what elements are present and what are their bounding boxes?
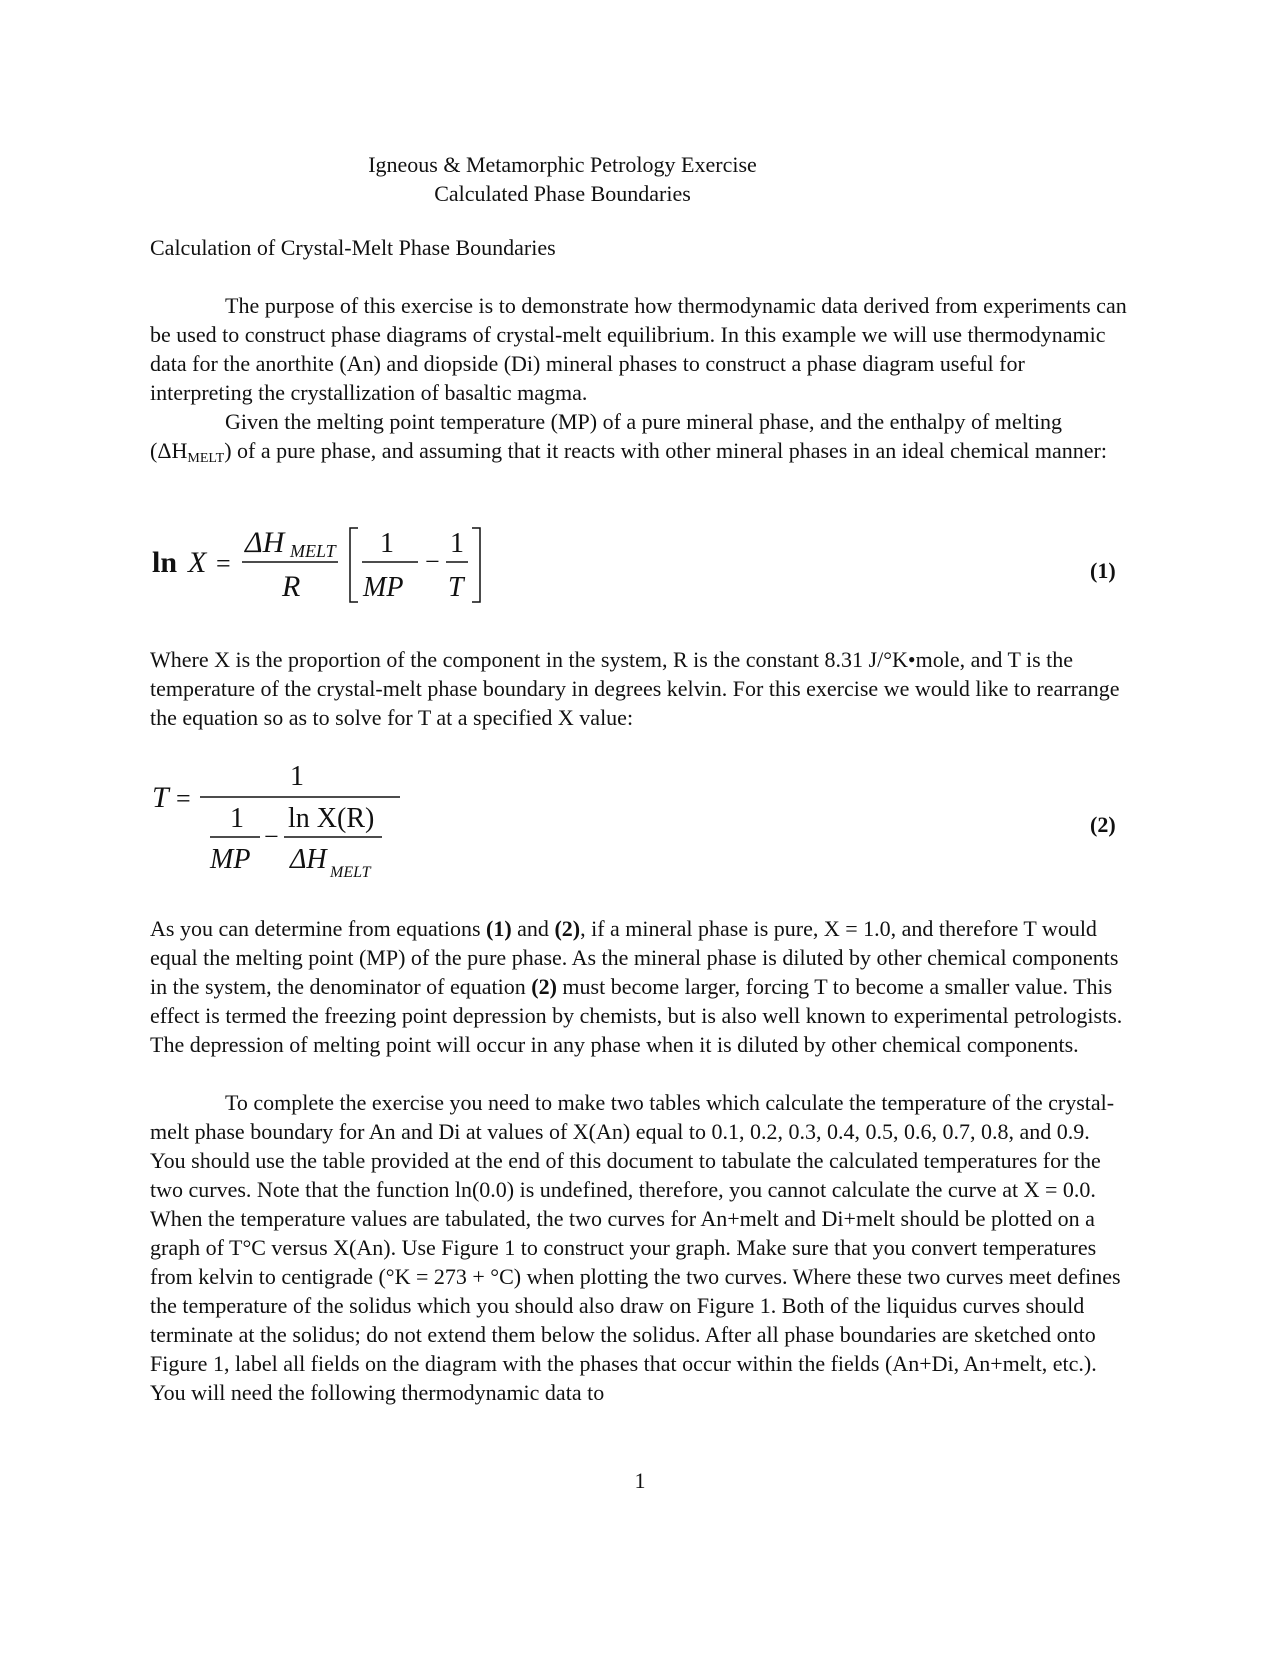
eq1-x: X xyxy=(188,546,207,579)
eq2-melt-subscript: MELT xyxy=(330,864,371,881)
eq2-delta-h: ΔH xyxy=(290,844,327,875)
eq1-t: T xyxy=(448,572,464,603)
equation-2-number: (2) xyxy=(1090,812,1116,837)
eq1-r: R xyxy=(282,570,301,603)
eq1-left-bracket xyxy=(350,528,358,602)
equation-1-number: (1) xyxy=(1090,558,1116,583)
eq-ref-2: (2) xyxy=(554,916,581,941)
paragraph-5: To complete the exercise you need to make two tables which calculate the temperature of the crystal-melt phase boundary for An and Di at values of X(An) equal to 0.1, 0.2, 0.3, 0.4, 0.5, 0.6, 0.7, 0.8, and 0.9. You should use the table provided at the end of this document to tabulate the calculated temperatures for the two curves. Note that the function ln(0.0) is undefined, therefore, you cannot calculate the curve at X = 0.0. When the temperature values are tabulated, the two curves for An+melt and Di+melt should be plotted on a graph of T°C versus X(An). Use Figure 1 to construct your graph. Make sure that you convert temperatures from kelvin to centigrade (°K = 273 + °C) when plotting the two curves. Where these two curves meet defines the temperature of the solidus which you should also draw on Figure 1. Both of the liquidus curves should terminate at the solidus; do not extend them below the solidus. After all phase boundaries are sketched onto Figure 1, label all fields on the diagram with the phases that occur within the fields (An+Di, An+melt, etc.). You will need the following thermodynamic data to xyxy=(150,1090,1121,1405)
eq-ref-2b: (2) xyxy=(531,974,557,999)
paragraph-3: Where X is the proportion of the component in the system, R is the constant 8.31 J/°K•mole, and T is the temperature of the crystal-melt phase boundary in degrees kelvin. For this exercise we would like to rearrange the equation so as to solve for T at a specified X value: xyxy=(150,647,1120,730)
eq1-melt-subscript: MELT xyxy=(290,541,336,561)
melt-subscript: MELT xyxy=(187,451,225,466)
title-line-2: Calculated Phase Boundaries xyxy=(434,181,691,206)
equation-2 xyxy=(150,755,450,895)
eq1-minus: − xyxy=(425,547,440,576)
paragraph-2-part-1: Given the melting point temperature (MP) of a pure mineral phase, and the enthalpy of melting (ΔH xyxy=(150,409,1062,463)
eq2-numerator: 1 xyxy=(290,761,304,792)
paragraph-2 xyxy=(150,407,1130,473)
eq2-t: T xyxy=(152,781,169,814)
paragraph-4-g: must become larger, forcing T to become a smaller value. This effect is termed the freezing point depression by chemists, but is also well known to experimental petrologists. The depression of melting point will occur in any phase when it is diluted by other chemical components. xyxy=(150,974,1123,1057)
eq2-minus: − xyxy=(264,822,279,851)
paragraph-4 xyxy=(150,914,1130,1059)
eq-ref-1: (1) xyxy=(486,916,512,941)
section-heading: Calculation of Crystal-Melt Phase Boundaries xyxy=(150,235,556,260)
eq1-right-bracket xyxy=(472,528,480,602)
equation-1 xyxy=(150,520,530,610)
eq2-ln-expr: ln X(R) xyxy=(288,803,375,834)
eq1-ln: ln xyxy=(152,546,178,579)
eq1-one-b: 1 xyxy=(450,528,464,559)
paragraph-4-a: As you can determine from equations xyxy=(150,916,487,941)
eq1-equals: = xyxy=(216,549,231,578)
paragraph-4-e: , if a mineral phase is pure, X = 1.0, and therefore T would equal the melting point (MP) of the pure phase. As the mineral phase is diluted by other chemical components in the system, the denominator of equation xyxy=(150,916,1119,999)
eq2-one: 1 xyxy=(230,803,244,834)
eq2-mp: MP xyxy=(210,844,251,875)
eq2-equals: = xyxy=(176,784,191,813)
paragraph-2-part-2: ) of a pure phase, and assuming that it reacts with other mineral phases in an ideal chemical manner: xyxy=(224,438,1107,463)
eq1-one-a: 1 xyxy=(380,528,394,559)
document-title xyxy=(0,150,1125,208)
paragraph-1: The purpose of this exercise is to demonstrate how thermodynamic data derived from experiments can be used to construct phase diagrams of crystal-melt equilibrium. In this example we will use thermodynamic data for the anorthite (An) and diopside (Di) mineral phases to construct a phase diagram useful for interpreting the crystallization of basaltic magma. xyxy=(150,293,1127,405)
paragraph-4-c: and xyxy=(511,916,555,941)
title-line-1: Igneous & Metamorphic Petrology Exercise xyxy=(368,152,757,177)
page-number: 1 xyxy=(634,1468,646,1493)
eq1-delta-h: ΔH xyxy=(245,526,285,559)
eq1-mp: MP xyxy=(363,572,404,603)
